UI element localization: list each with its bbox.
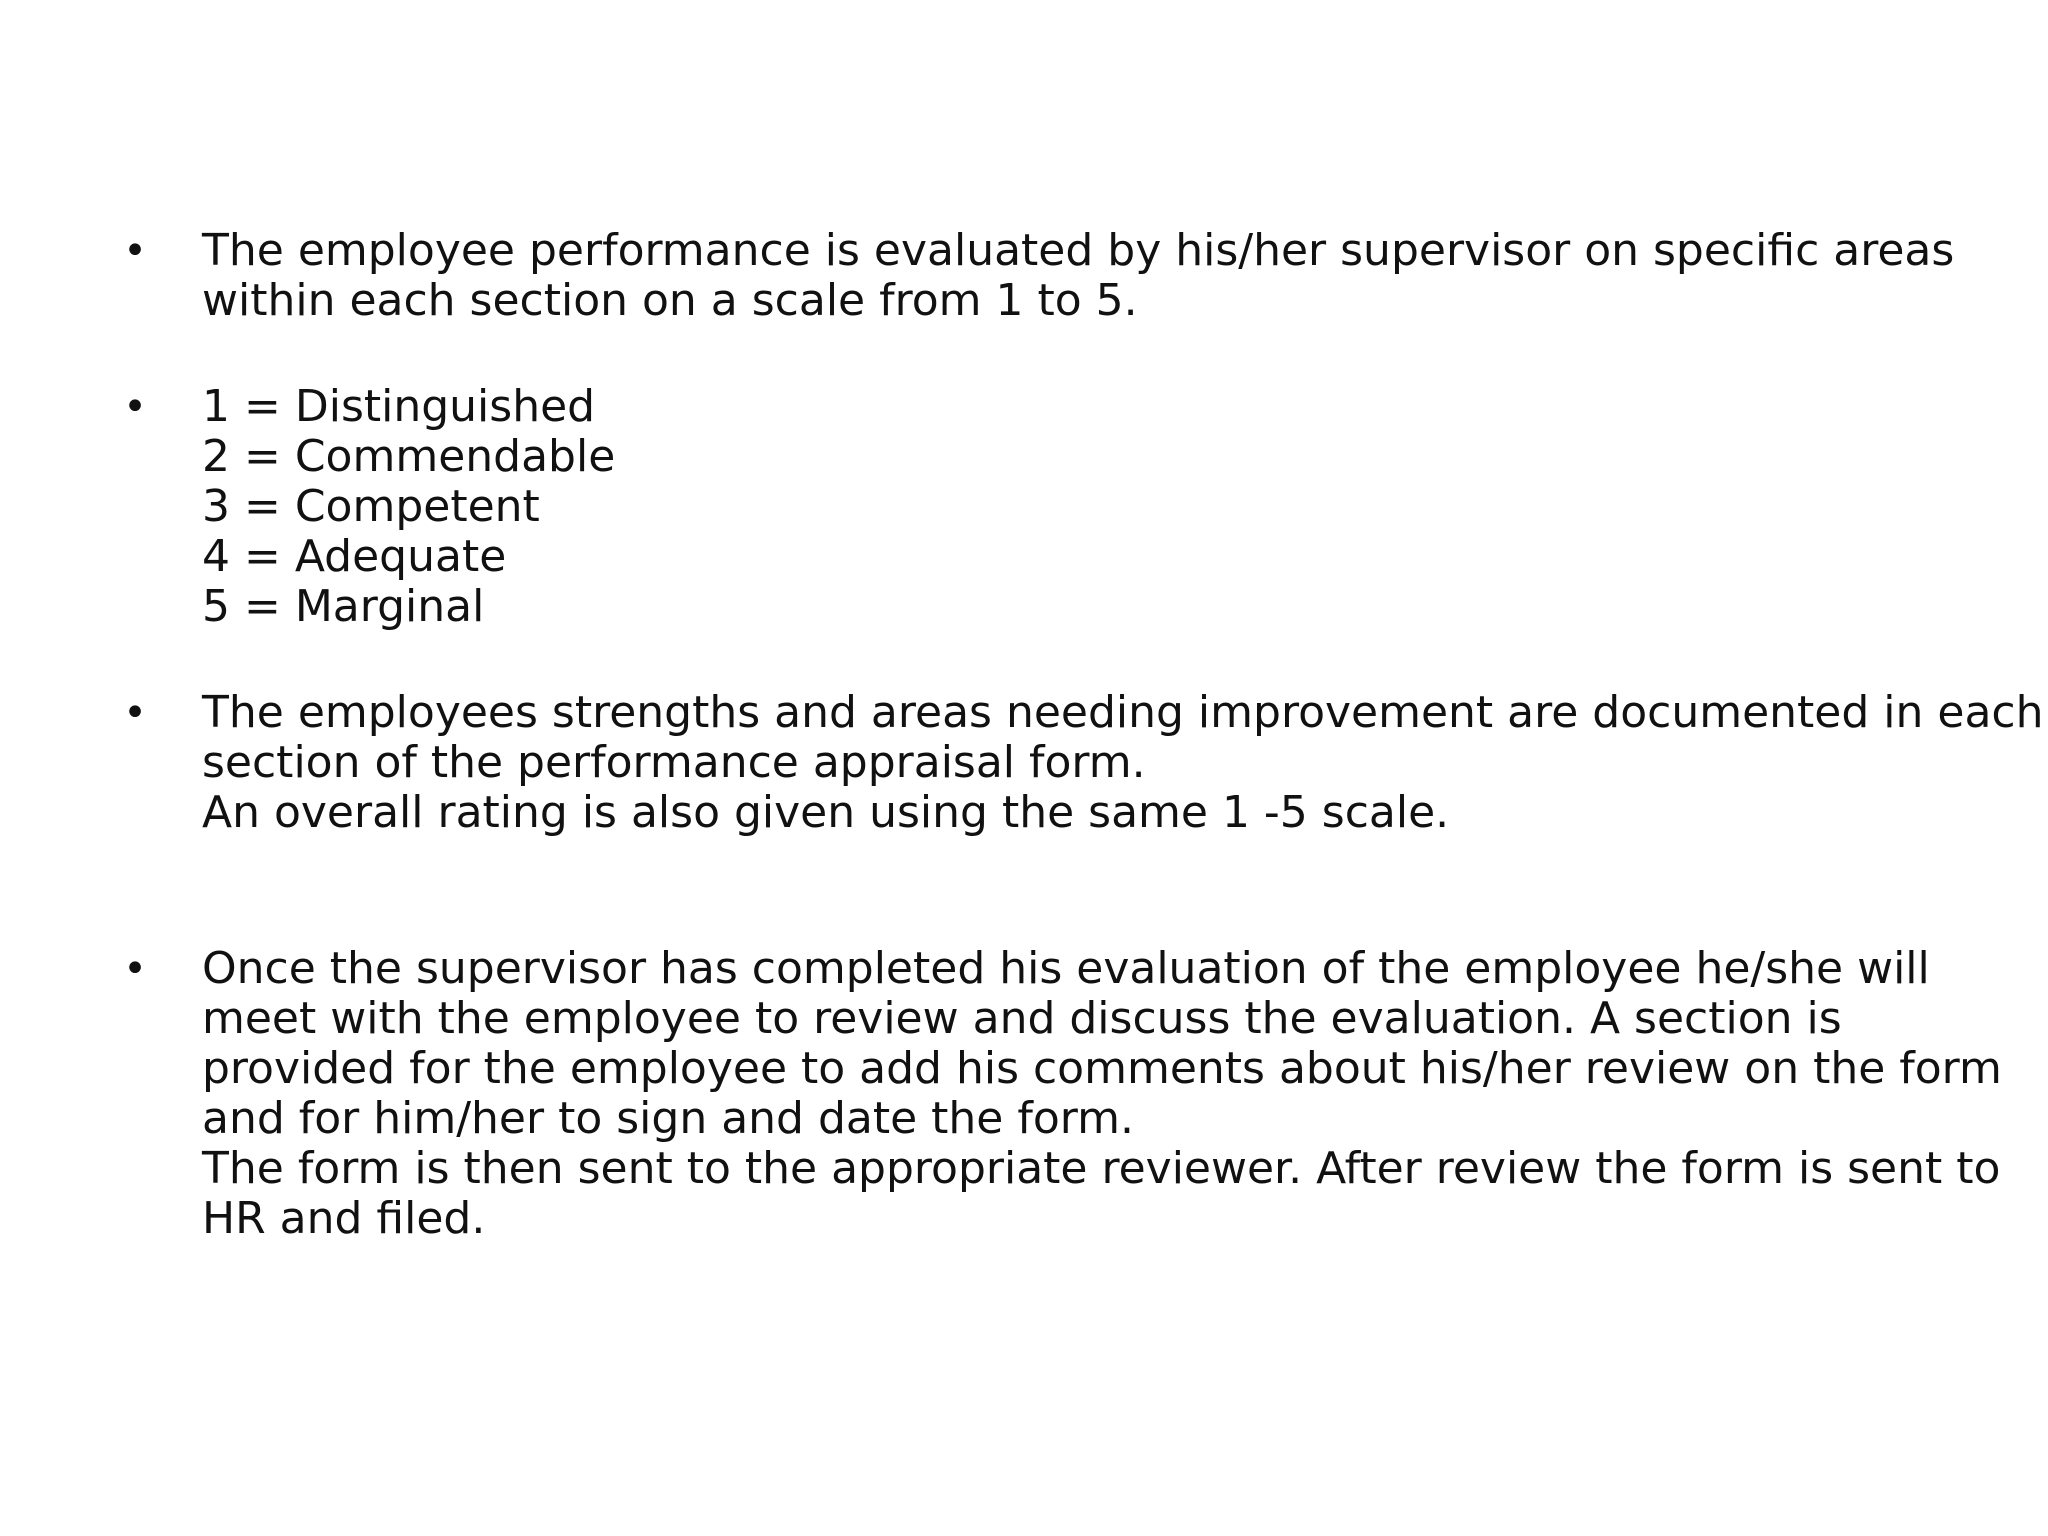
bullet-line: The employees strengths and areas needing improvement are documented in each bbox=[202, 687, 2044, 738]
bullet-line: section of the performance appraisal form. bbox=[202, 737, 1146, 788]
bullet-line: HR and filed. bbox=[202, 1193, 486, 1244]
bullet-dot-icon: • bbox=[123, 690, 147, 736]
bullet-line: and for him/her to sign and date the form. bbox=[202, 1093, 1134, 1144]
bullet-list bbox=[120, 225, 2044, 1244]
bullet-line: An overall rating is also given using the same 1 -5 scale. bbox=[202, 787, 1450, 838]
bullet-dot-icon: • bbox=[123, 946, 147, 992]
bullet-item-rating-scale bbox=[120, 382, 1980, 632]
bullet-line: meet with the employee to review and discuss the evaluation. A section is bbox=[202, 993, 1842, 1044]
bullet-line: The employee performance is evaluated by his/her supervisor on specific areas bbox=[202, 225, 1955, 276]
rating-scale-line: 1 = Distinguished bbox=[202, 381, 596, 432]
rating-scale-line: 4 = Adequate bbox=[202, 531, 507, 582]
rating-scale-line: 5 = Marginal bbox=[202, 581, 485, 632]
bullet-item-review-process bbox=[120, 943, 2002, 1244]
rating-scale-line: 2 = Commendable bbox=[202, 431, 616, 482]
bullet-item-strengths bbox=[120, 687, 2044, 838]
bullet-dot-icon: • bbox=[123, 384, 147, 430]
bullet-line: The form is then sent to the appropriate reviewer. After review the form is sent to bbox=[202, 1143, 2001, 1194]
rating-scale-line: 3 = Competent bbox=[202, 481, 540, 532]
bullet-line: provided for the employee to add his comments about his/her review on the form bbox=[202, 1043, 2002, 1094]
bullet-line: Once the supervisor has completed his evaluation of the employee he/she will bbox=[202, 943, 1930, 994]
bullet-dot-icon: • bbox=[123, 228, 147, 274]
bullet-item-evaluation bbox=[120, 226, 1980, 326]
bullet-line: within each section on a scale from 1 to 5. bbox=[202, 275, 1138, 326]
